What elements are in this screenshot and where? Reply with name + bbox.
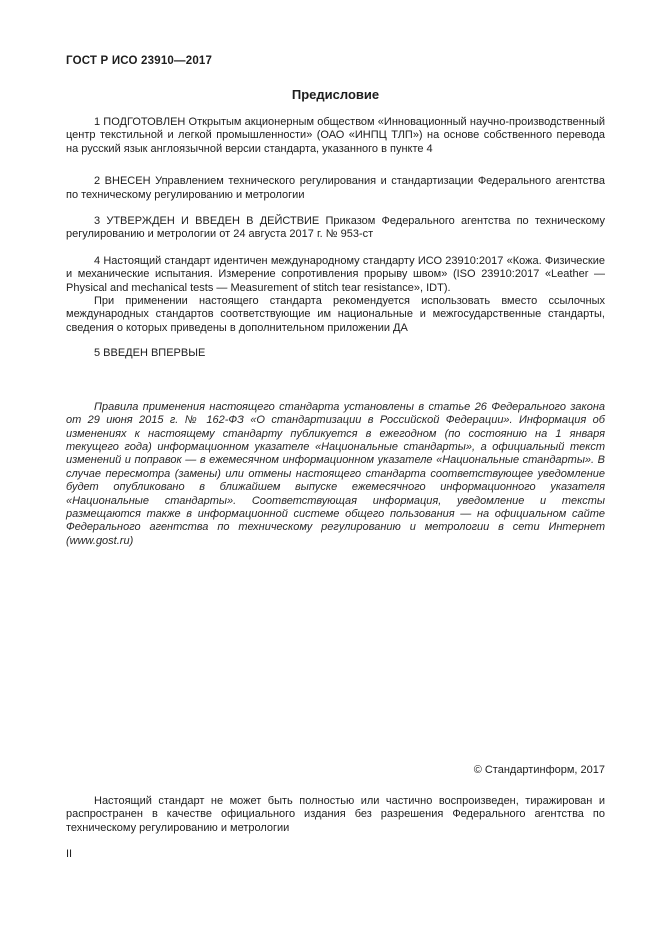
section-title-foreword: Предисловие <box>291 87 380 102</box>
page-number: II <box>66 848 73 860</box>
copyright-notice: © Стандартинформ, 2017 <box>473 764 605 776</box>
foreword-body <box>66 116 605 548</box>
foreword-item-4-identical-standard: 4 Настоящий стандарт идентичен международному стандарту ИСО 23910:2017 «Кожа. Физические и механические испытания. Измерение сопротивления прорыву швом» (ISO 23910:2017 «Leather — Physical and mechanical tests — Measurement of stitch tear resistance», IDT). <box>66 254 605 294</box>
legal-application-notice: Правила применения настоящего стандарта установлены в статье 26 Федерального закона от 29 июня 2015 г. № 162-ФЗ «О стандартизации в Российской Федерации». Информация об изменениях к настоящему стандарту публикуется в ежегодном (по состоянию на 1 января текущего года) информационном указателе «Национальные стандарты», а официальный текст изменений и поправок — в ежемесячном информационном указателе «Национальные стандарты». В случае пересмотра (замены) или отмены настоящего стандарта соответствующее уведомление будет опубликовано в ближайшем выпуске ежемесячного информационного указателя «Национальные стандарты». Соответствующая информация, уведомление и тексты размещаются также в информационной системе общего пользования — на официальном сайте Федерального агентства по техническому регулированию и метрологии в сети Интернет (www.gost.ru) <box>66 400 605 547</box>
standard-designation: ГОСТ Р ИСО 23910—2017 <box>66 55 213 67</box>
foreword-item-2-submitted: 2 ВНЕСЕН Управлением технического регулирования и стандартизации Федерального агентства по техническому регулированию и метрологии <box>66 175 605 201</box>
foreword-item-3-approved: 3 УТВЕРЖДЕН И ВВЕДЕН В ДЕЙСТВИЕ Приказом Федерального агентства по техническому регулированию и метрологии от 24 августа 2017 г. № 953-ст <box>66 215 605 241</box>
foreword-item-5-first-edition: 5 ВВЕДЕН ВПЕРВЫЕ <box>94 347 206 360</box>
foreword-item-4-application-note: При применении настоящего стандарта рекомендуется использовать вместо ссылочных международных стандартов соответствующие им национальные и межгосударственные стандарты, сведения о которых приведены в дополнительном приложении ДА <box>66 295 605 334</box>
reproduction-restriction-notice: Настоящий стандарт не может быть полностью или частично воспроизведен, тиражирован и распространен в качестве официального издания без разрешения Федерального агентства по техническому регулированию и метрологии <box>66 795 605 834</box>
foreword-item-1-prepared: 1 ПОДГОТОВЛЕН Открытым акционерным обществом «Инновационный научно-производственный центр текстильной и легкой промышленности» (ОАО «ИНПЦ ТЛП») на основе собственного перевода на русский язык англоязычной версии стандарта, указанного в пункте 4 <box>66 116 605 155</box>
